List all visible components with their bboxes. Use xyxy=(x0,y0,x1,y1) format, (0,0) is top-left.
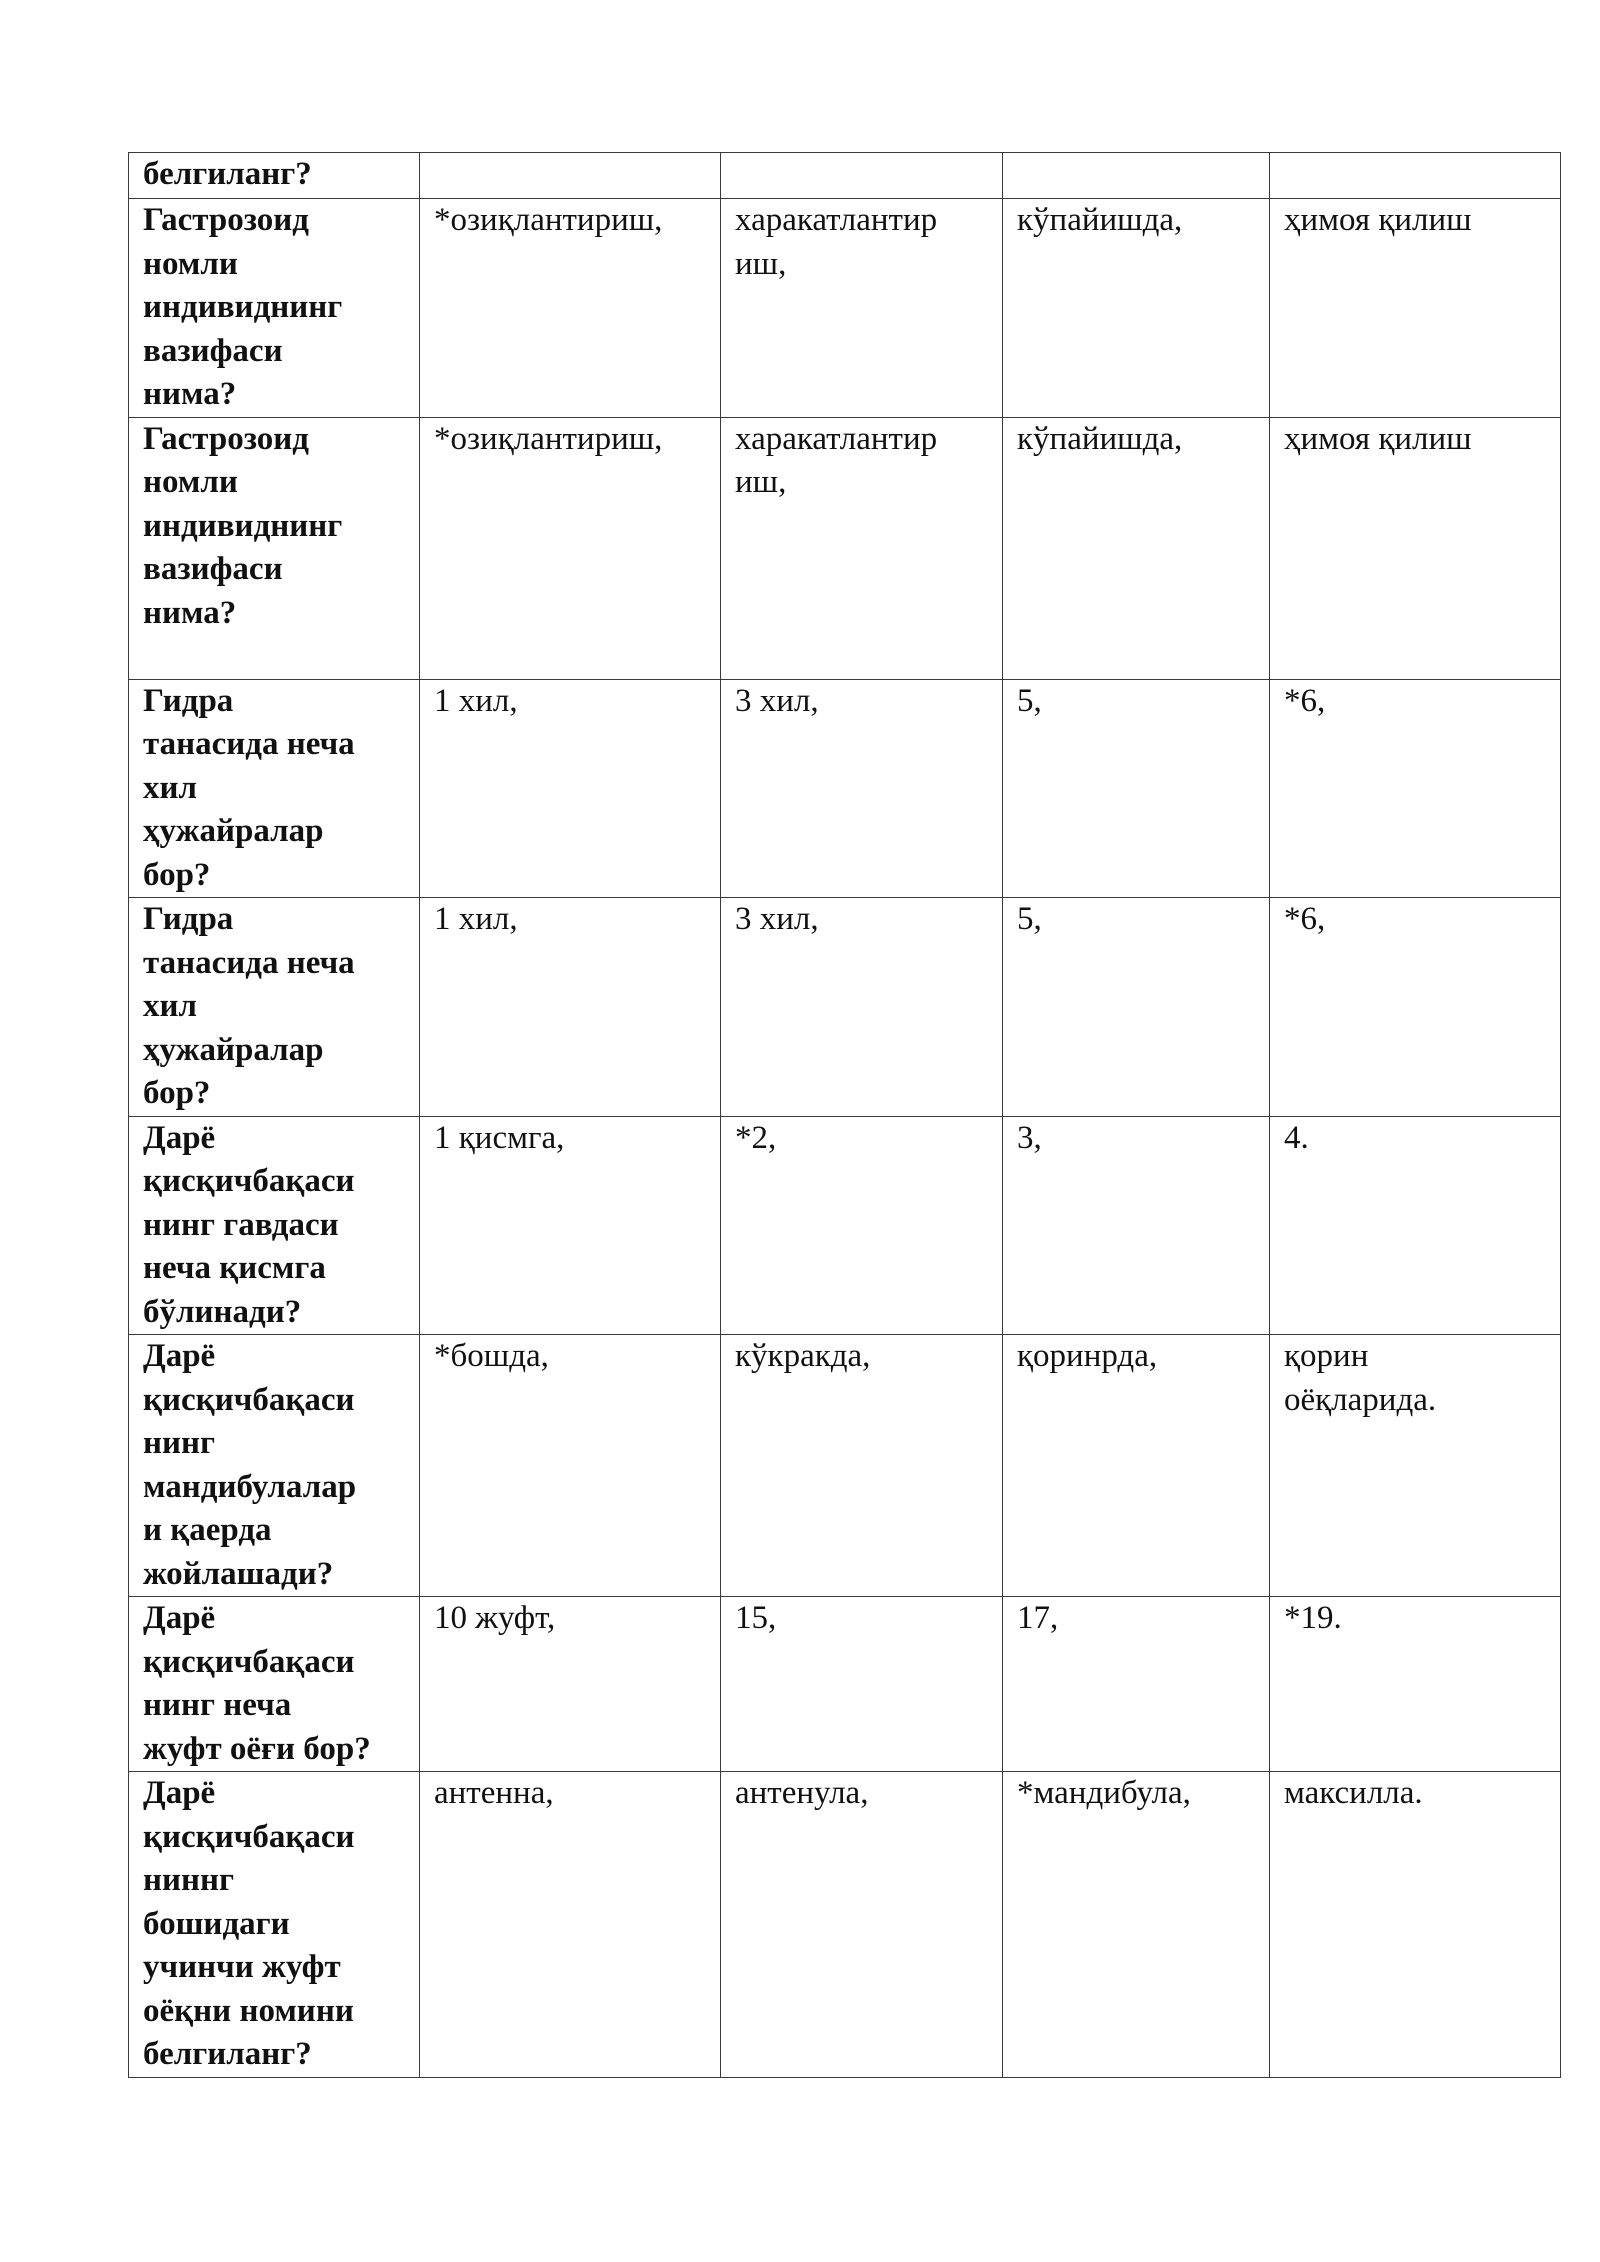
table-row xyxy=(129,417,1561,679)
option-b-cell xyxy=(721,153,1003,199)
table-row xyxy=(129,898,1561,1117)
option-d-cell: *6, xyxy=(1270,679,1561,898)
option-d-cell: максилла. xyxy=(1270,1772,1561,2078)
option-a-cell: 10 жуфт, xyxy=(420,1597,721,1772)
option-a-cell: *озиқлантириш, xyxy=(420,199,721,418)
option-c-cell: 5, xyxy=(1003,679,1270,898)
question-cell: Гидра танасида неча хил ҳужайралар бор? xyxy=(129,679,420,898)
option-a-cell: 1 хил, xyxy=(420,679,721,898)
option-c-cell: 17, xyxy=(1003,1597,1270,1772)
option-c-cell xyxy=(1003,153,1270,199)
option-d-cell: ҳимоя қилиш xyxy=(1270,199,1561,418)
question-cell: Гастрозоид номли индивиднинг вазифаси нима? xyxy=(129,417,420,679)
table-row xyxy=(129,153,1561,199)
option-d-cell: ҳимоя қилиш xyxy=(1270,417,1561,679)
option-d-cell: *6, xyxy=(1270,898,1561,1117)
option-b-cell: харакатлантир иш, xyxy=(721,199,1003,418)
option-b-cell: 3 хил, xyxy=(721,898,1003,1117)
table-row xyxy=(129,679,1561,898)
question-cell: Дарё қисқичбақаси ниннг бошидаги учинчи жуфт оёқни номини белгиланг? xyxy=(129,1772,420,2078)
option-a-cell: *озиқлантириш, xyxy=(420,417,721,679)
table-row xyxy=(129,199,1561,418)
option-b-cell: харакатлантир иш, xyxy=(721,417,1003,679)
option-c-cell: кўпайишда, xyxy=(1003,417,1270,679)
option-a-cell xyxy=(420,153,721,199)
question-cell: Гастрозоид номли индивиднинг вазифаси нима? xyxy=(129,199,420,418)
option-a-cell: *бошда, xyxy=(420,1335,721,1597)
option-a-cell: 1 хил, xyxy=(420,898,721,1117)
option-d-cell: 4. xyxy=(1270,1116,1561,1335)
table-row xyxy=(129,1772,1561,2078)
option-a-cell: 1 қисмга, xyxy=(420,1116,721,1335)
option-d-cell: қорин оёқларида. xyxy=(1270,1335,1561,1597)
option-d-cell: *19. xyxy=(1270,1597,1561,1772)
option-b-cell: 15, xyxy=(721,1597,1003,1772)
question-cell: Гидра танасида неча хил ҳужайралар бор? xyxy=(129,898,420,1117)
question-cell: Дарё қисқичбақаси нинг мандибулалар и қаерда жойлашади? xyxy=(129,1335,420,1597)
option-c-cell: *мандибула, xyxy=(1003,1772,1270,2078)
question-cell: Дарё қисқичбақаси нинг гавдаси неча қисмга бўлинади? xyxy=(129,1116,420,1335)
option-c-cell: қоринрда, xyxy=(1003,1335,1270,1597)
option-b-cell: кўкракда, xyxy=(721,1335,1003,1597)
table-row xyxy=(129,1116,1561,1335)
option-b-cell: антенула, xyxy=(721,1772,1003,2078)
quiz-table xyxy=(128,152,1561,2078)
option-b-cell: *2, xyxy=(721,1116,1003,1335)
table-row xyxy=(129,1335,1561,1597)
table-row xyxy=(129,1597,1561,1772)
option-c-cell: 3, xyxy=(1003,1116,1270,1335)
question-cell: Дарё қисқичбақаси нинг неча жуфт оёғи бор? xyxy=(129,1597,420,1772)
option-c-cell: 5, xyxy=(1003,898,1270,1117)
option-d-cell xyxy=(1270,153,1561,199)
question-cell: белгиланг? xyxy=(129,153,420,199)
option-c-cell: кўпайишда, xyxy=(1003,199,1270,418)
option-a-cell: антенна, xyxy=(420,1772,721,2078)
option-b-cell: 3 хил, xyxy=(721,679,1003,898)
